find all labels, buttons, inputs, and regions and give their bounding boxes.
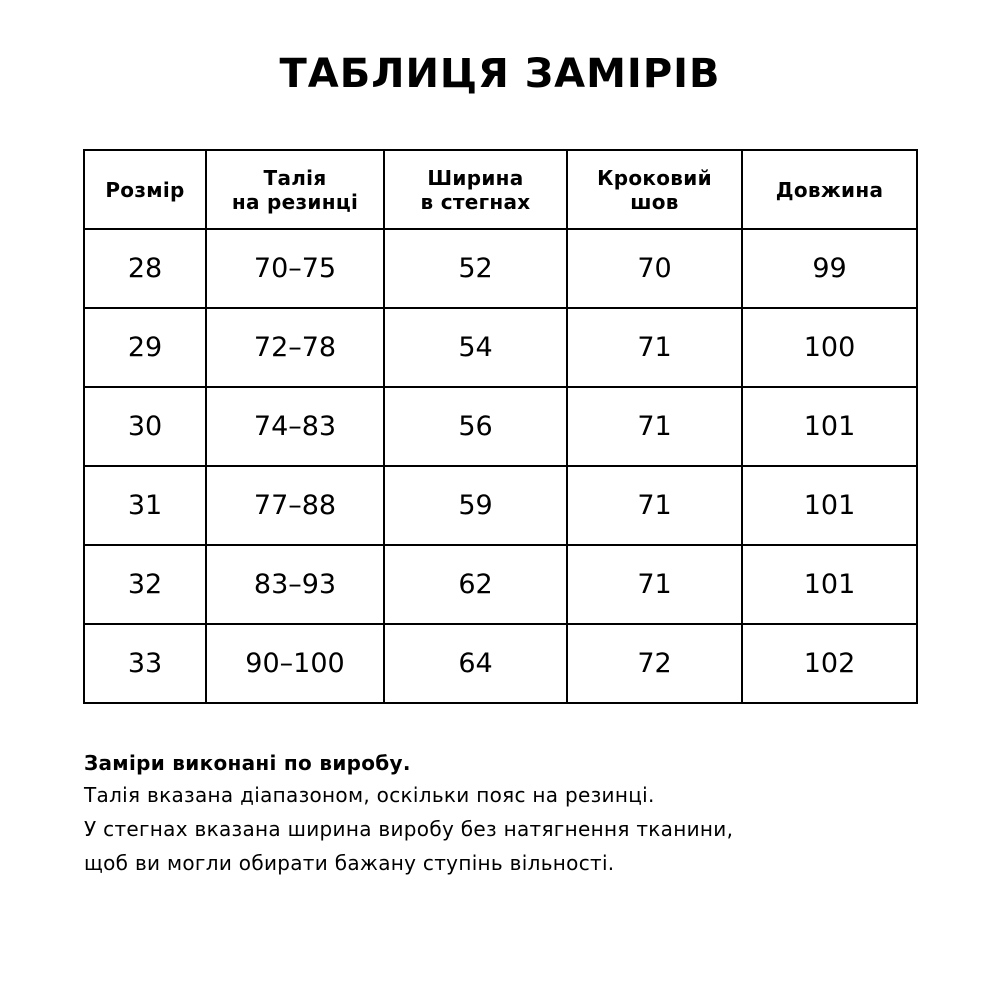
header-length: Довжина	[742, 150, 917, 229]
cell-hip-width: 59	[384, 466, 567, 545]
cell-length: 101	[742, 545, 917, 624]
cell-size: 29	[84, 308, 206, 387]
cell-hip-width: 62	[384, 545, 567, 624]
page-title: ТАБЛИЦЯ ЗАМІРІВ	[279, 51, 721, 97]
table-row	[84, 624, 917, 703]
measurement-notes	[84, 748, 964, 880]
cell-size: 30	[84, 387, 206, 466]
cell-waist: 74–83	[206, 387, 384, 466]
cell-inseam: 70	[567, 229, 742, 308]
cell-hip-width: 56	[384, 387, 567, 466]
size-table	[83, 149, 918, 704]
cell-waist: 77–88	[206, 466, 384, 545]
cell-length: 102	[742, 624, 917, 703]
cell-size: 31	[84, 466, 206, 545]
cell-inseam: 71	[567, 466, 742, 545]
cell-waist: 83–93	[206, 545, 384, 624]
cell-waist: 90–100	[206, 624, 384, 703]
table-row	[84, 545, 917, 624]
cell-waist: 70–75	[206, 229, 384, 308]
cell-size: 32	[84, 545, 206, 624]
cell-hip-width: 54	[384, 308, 567, 387]
header-inseam: Кроковий шов	[567, 150, 742, 229]
note-line: щоб ви могли обирати бажану ступінь вільності.	[84, 851, 615, 875]
cell-hip-width: 52	[384, 229, 567, 308]
table-row	[84, 308, 917, 387]
header-size: Розмір	[84, 150, 206, 229]
cell-inseam: 72	[567, 624, 742, 703]
header-waist: Талія на резинці	[206, 150, 384, 229]
table-row	[84, 466, 917, 545]
table-row	[84, 387, 917, 466]
cell-length: 100	[742, 308, 917, 387]
cell-length: 101	[742, 387, 917, 466]
table-header-row	[84, 150, 917, 229]
cell-hip-width: 64	[384, 624, 567, 703]
cell-size: 33	[84, 624, 206, 703]
cell-inseam: 71	[567, 387, 742, 466]
note-line: У стегнах вказана ширина виробу без натягнення тканини,	[84, 817, 734, 841]
note-line: Талія вказана діапазоном, оскільки пояс на резинці.	[84, 783, 655, 807]
header-hip-width: Ширина в стегнах	[384, 150, 567, 229]
table-row	[84, 229, 917, 308]
cell-waist: 72–78	[206, 308, 384, 387]
cell-length: 101	[742, 466, 917, 545]
cell-inseam: 71	[567, 545, 742, 624]
cell-inseam: 71	[567, 308, 742, 387]
notes-heading: Заміри виконані по виробу.	[84, 751, 411, 775]
cell-size: 28	[84, 229, 206, 308]
cell-length: 99	[742, 229, 917, 308]
